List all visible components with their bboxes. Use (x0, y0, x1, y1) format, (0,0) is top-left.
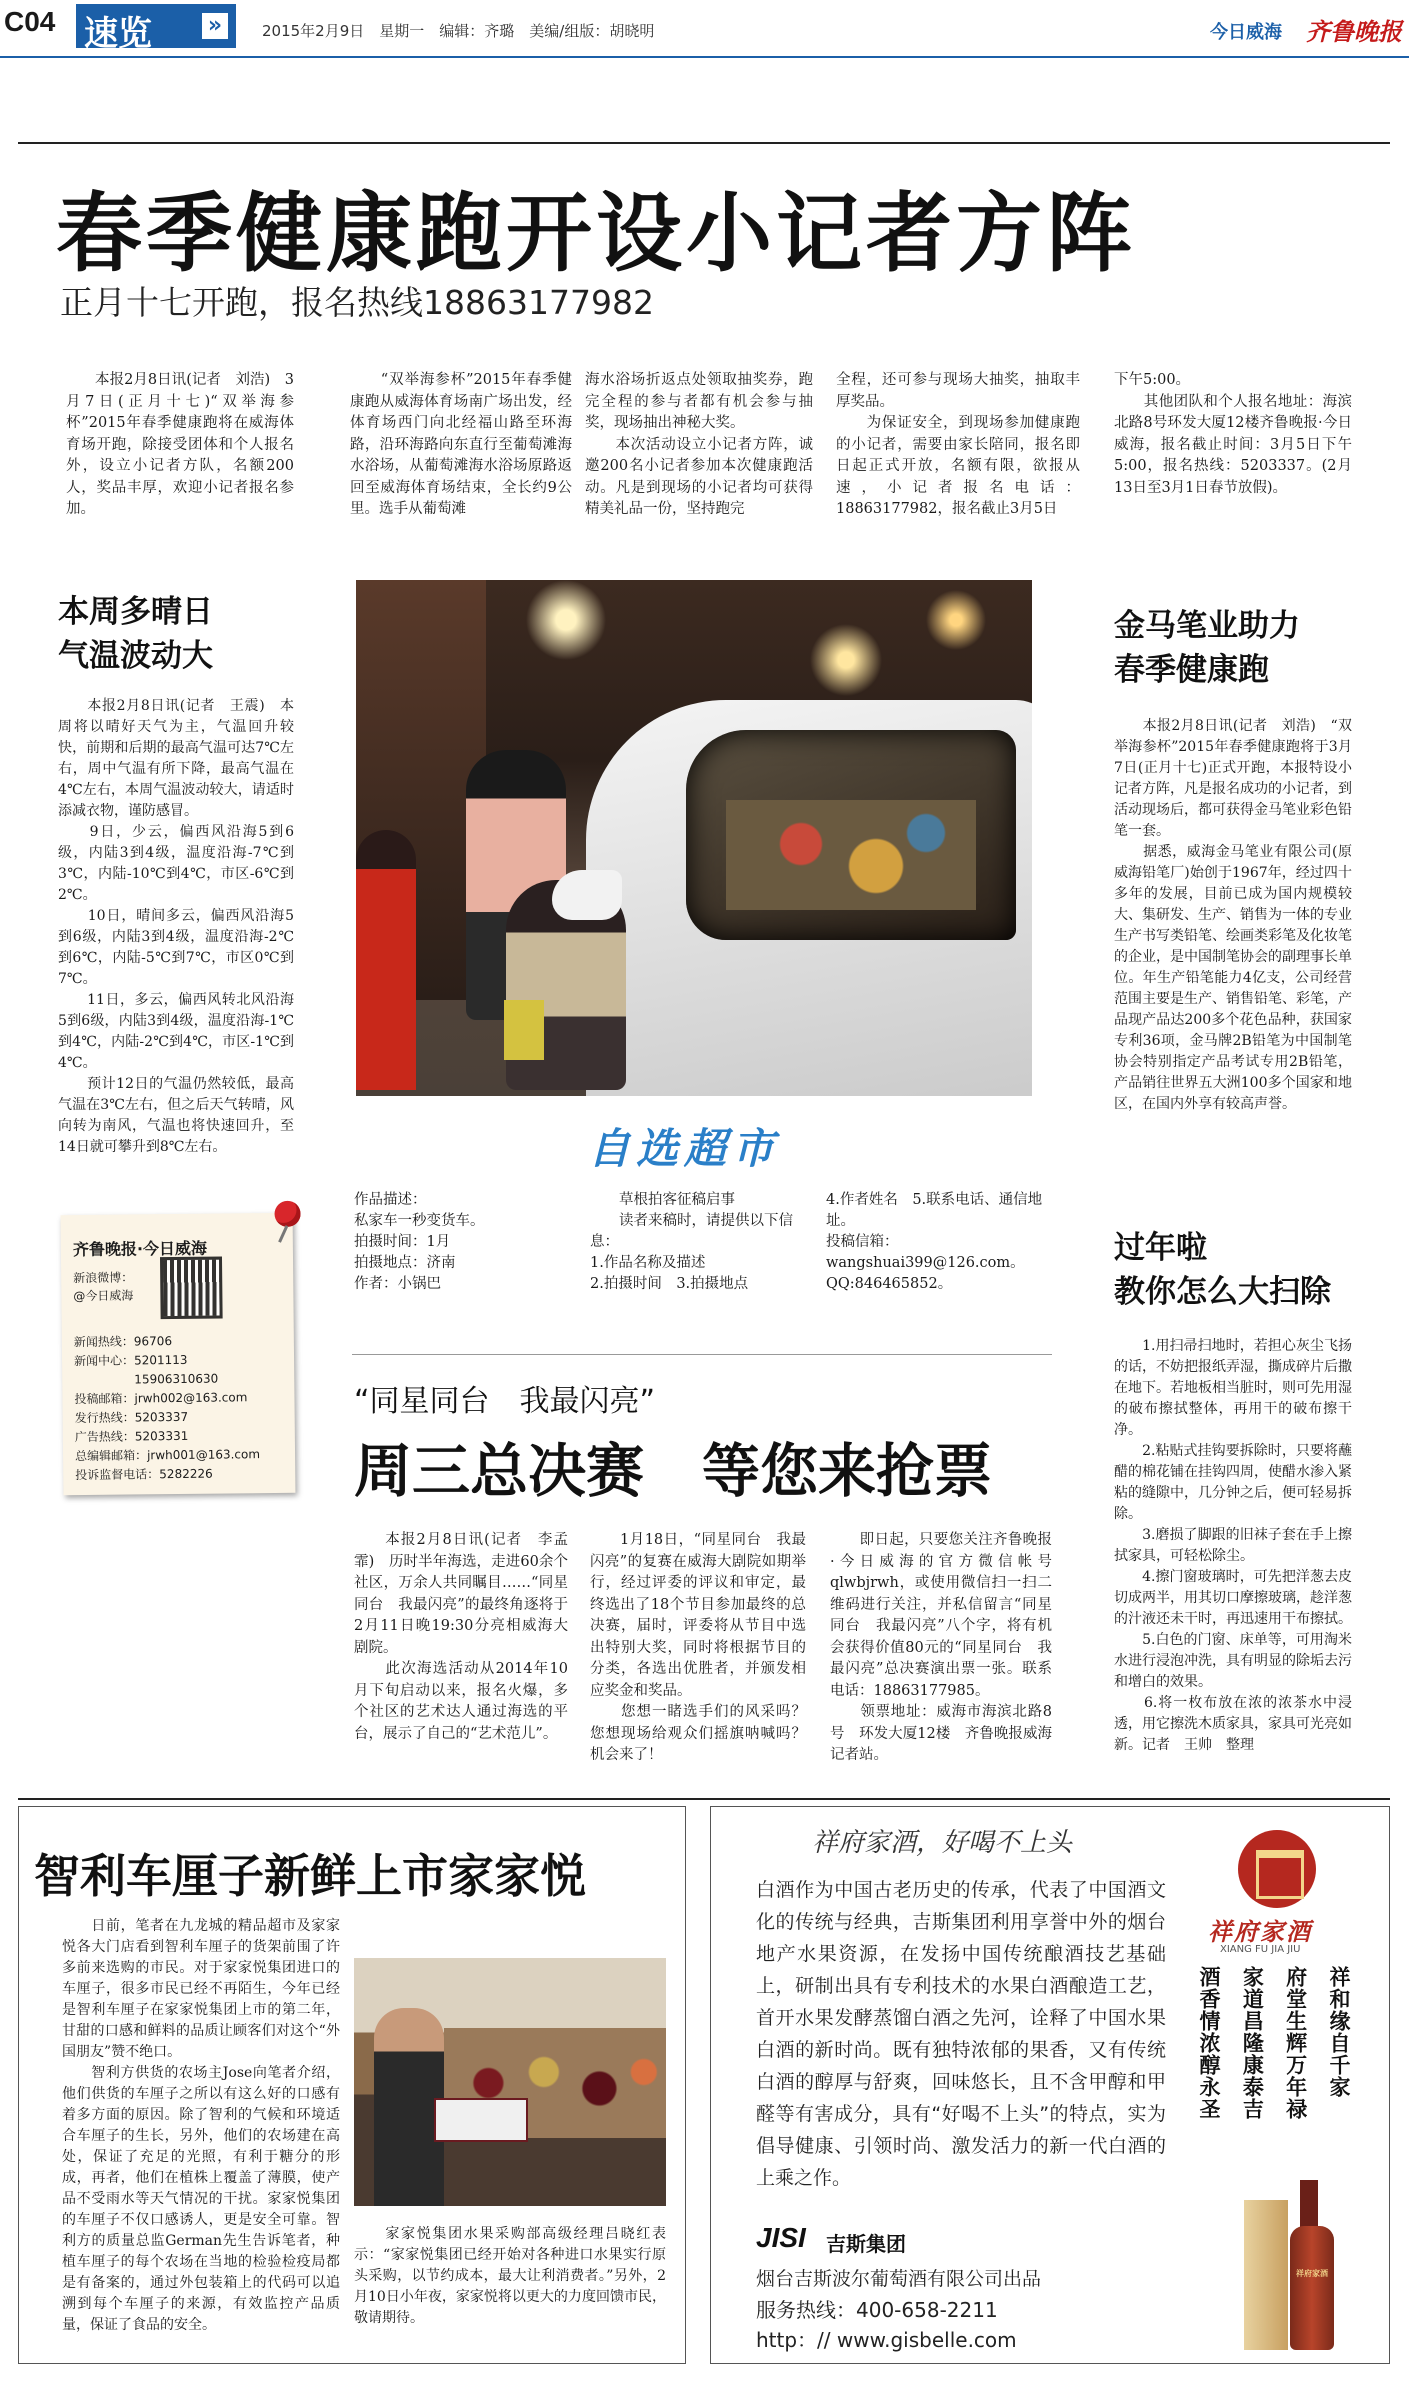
ad-group-name: 吉斯集团 (826, 2232, 906, 2256)
poem-col: 家道昌隆康泰吉 (1240, 1966, 1266, 2120)
main-col-1: 本报2月8日讯(记者 刘浩) 3月7日(正月十七)“双举海参杯”2015年春季健康跑将在威海体育场开跑，除接受团体和个人报名外，设立小记者方队，名额200人，奖品丰厚，欢迎小记者报名参加。 (66, 372, 294, 517)
contest-col-1: 本报2月8日讯(记者 李孟霏) 历时半年海选，走进60余个社区，万余人共同瞩目……“同星同台 我最闪亮”的最终角逐将于2月11日晚19:30分亮相威海大剧院。 此次海选活动从2014年10月下旬启动以来，报名火爆，多个社区的艺术达人通过海选的平台，展示了自己的“艺术范儿”。 (354, 1532, 568, 1742)
header-rule (0, 56, 1409, 58)
pen-headline-line1: 金马笔业助力 (1114, 608, 1300, 644)
main-col-3: 海水浴场折返点处领取抽奖券，跑完全程的参与者都有机会参与抽奖，现场抽出神秘大奖。 本次活动设立小记者方阵，诚邀200名小记者参加本次健康跑活动。凡是到现场的小记者均可获得精美礼品一份，坚持跑完 (585, 372, 813, 517)
section-label: 速览 (84, 14, 152, 54)
contest-col-3: 即日起，只要您关注齐鲁晚报·今日威海的官方微信帐号qlwbjrwh，或使用微信扫一扫二维码进行关注，并私信留言“同星同台 我最闪亮”八个字，将有机会获得价值80元的“同星同台 我最闪亮”总决赛演出票一张。联系电话：18863177985。 领票地址：威海市海滨北路8号 环发大厦12楼 齐鲁晚报威海记者站。 (830, 1532, 1052, 1763)
supermarket-col-3: 4.作者姓名 5.联系电话、通信地址。 投稿信箱：wangshuai399@126.com。 QQ:846465852。 (826, 1192, 1043, 1292)
ad-slogan: 祥府家酒，好喝不上头 (812, 1828, 1073, 1858)
ad-brand-name: 祥府家酒 (1208, 1917, 1312, 1946)
bottle-box (1244, 2200, 1288, 2350)
card-weibo-handle: @今日威海 (73, 1288, 134, 1304)
weather-headline-line1: 本周多晴日 (58, 594, 213, 630)
card-line: 发行热线：5203337 (74, 1409, 189, 1426)
pen-headline-line2: 春季健康跑 (1114, 652, 1269, 688)
ad-poem (1196, 1966, 1352, 2156)
car-window (686, 730, 1016, 940)
chile-headline: 智利车厘子新鲜上市家家悦 (34, 1849, 586, 1903)
page-number: C04 (4, 6, 56, 37)
ad-body: 白酒作为中国古老历史的传承，代表了中国酒文化的传统与经典，吉斯集团利用享誉中外的烟台地产水果资源，在发扬中国传统酿酒技艺基础上，研制出具有专利技术的水果白酒酿造工艺，首开水果发酵蒸馏白酒之先河，诠释了中国水果白酒的新时尚。既有独特浓郁的果香，又有传统白酒的醇厚与舒爽，回味悠长，且不含甲醇和甲醛等有害成分，具有“好喝不上头”的特点，实为倡导健康、引领时尚、激发活力的新一代白酒的上乘之作。 (756, 1879, 1166, 2189)
weather-headline (58, 590, 213, 678)
contest-kicker: “同星同台 我最闪亮” (354, 1384, 656, 1419)
contest-col-2: 1月18日，“同星同台 我最闪亮”的复赛在威海大剧院如期举行，经过评委的评议和审定，最终选出了18个节目参加最终的总决赛，届时，评委将从节目中选出特别大奖，同时将根据节目的分类，各选出优胜者，并颁发相应奖金和奖品。 您想一睹选手们的风采吗？您想现场给观众们摇旗呐喊吗？机会来了！ (590, 1532, 806, 1763)
pushpin-icon (274, 1201, 300, 1227)
cleaning-headline-line2: 教你怎么大扫除 (1114, 1274, 1331, 1310)
poem-col: 祥和缘自千家 (1326, 1966, 1352, 2098)
supermarket-photo (354, 1958, 666, 2206)
main-headline: 春季健康跑开设小记者方阵 (56, 184, 1136, 284)
person-red-coat (356, 830, 416, 1090)
card-line: 15906310630 (74, 1371, 219, 1388)
bottle-label: 祥府家酒 (1296, 2268, 1328, 2278)
contact-card (61, 1213, 296, 1495)
bottle-neck (1300, 2180, 1318, 2230)
ad-company: 烟台吉斯波尔葡萄酒有限公司出品 (756, 2268, 1042, 2290)
car-mirror (552, 870, 622, 920)
card-line: 投稿邮箱：jrwh002@163.com (74, 1390, 248, 1407)
contest-rule (352, 1354, 1052, 1355)
cleaning-body: 1.用扫帚扫地时，若担心灰尘飞扬的话，不妨把报纸弄湿，撕成碎片后撒在地下。若地板相当脏时，则可先用湿的破布擦拭整体，再用干的破布擦干净。 2.粘贴式挂钩要拆除时，只要将蘸醋的棉花铺在挂钩四周，使醋水渗入紧粘的缝隙中，几分钟之后，便可轻易拆除。 3.磨损了脚跟的旧袜子套在手上擦拭家具，可轻松除尘。 4.擦门窗玻璃时，可先把洋葱去皮切成两半，用其切口摩擦玻璃，趁洋葱的汁液还未干时，再迅速用干布擦拭。 5.白色的门窗、床单等，可用淘米水进行浸泡冲洗，具有明显的除垢去污和增白的效果。 6.将一枚布放在浓的浓茶水中浸透，用它擦洗木质家具，家具可光亮如新。记者 王帅 整理 (1114, 1338, 1352, 1753)
ad-brand-pinyin: XIANG FU JIA JIU (1220, 1944, 1301, 1955)
weather-headline-line2: 气温波动大 (58, 638, 213, 674)
chile-body-top: 日前，笔者在九龙城的精品超市及家家悦各大门店看到智利车厘子的货架前围了许多前来选购的市民。对于家家悦集团进口的车厘子，很多市民已经不再陌生，今年已经是智利车厘子在家家悦集团上市的第二年，甘甜的口感和鲜料的品质让顾客们对这个“外国朋友”赞不绝口。 智利方供货的农场主Jose向笔者介绍，他们供货的车厘子之所以有这么好的口感有着多方面的原因。除了智利的气候和环境适合车厘子的生长，另外，他们的农场建在高处，保证了充足的光照，有利于糖分的形成，再者，他们在植株上覆盖了薄膜，使产品不受雨水等天气情况的干扰。家家悦集团的车厘子不仅口感诱人，更是安全可靠。智利方的质量总监German先生告诉笔者，种植车厘子的每个农场在当地的检验检疫局都是有备案的，通过外包装箱上的代码可以追溯到每个车厘子的来源，有效监控产品质量，保证了食品的安全。 (62, 1918, 340, 2333)
card-line: 新闻中心：5201113 (73, 1352, 188, 1369)
date-line: 2015年2月9日 星期一 编辑：齐璐 美编/组版：胡晓明 (262, 22, 655, 40)
pen-headline (1114, 604, 1300, 692)
header-rule-2 (18, 142, 1390, 144)
weather-body: 本报2月8日讯(记者 王震) 本周将以晴好天气为主，气温回升较快，前期和后期的最高气温可达7℃左右，周中气温有所下降，最高气温在4℃左右，本周气温波动较大，请适时添减衣物，谨防感冒。 9日，少云，偏西风沿海5到6级，内陆3到4级，温度沿海-7℃到3℃，内陆-10℃到4℃，市区-6℃到2℃。 10日，晴间多云，偏西风沿海5到6级，内陆3到4级，温度沿海-2℃到6℃，内陆-5℃到7℃，市区0℃到7℃。 11日，多云，偏西风转北风沿海5到6级，内陆3到4级，温度沿海-1℃到4℃，内陆-2℃到4℃，市区-1℃到4℃。 预计12日的气温仍然较低，最高气温在3℃左右，但之后天气转晴，风向转为南风，气温也将快速回升，至14日就可攀升到8℃左右。 (58, 698, 294, 1155)
pen-body: 本报2月8日讯(记者 刘浩) “双举海参杯”2015年春季健康跑将于3月7日(正月十七)正式开跑，本报特设小记者方阵，凡是报名成功的小记者，到活动现场后，都可获得金马笔业彩色铅笔一套。 据悉，威海金马笔业有限公司(原威海铅笔厂)始创于1967年，经过四十多年的发展，目前已成为国内规模较大、集研发、生产、销售为一体的专业生产书写类铅笔、绘画类彩笔及化妆笔的企业，是中国制笔协会的副理事长单位。年生产铅笔能力4亿支，公司经营范围主要是生产、销售铅笔、彩笔，产品现产品达200多个花色品种，获国家专利36项，金马牌2B铅笔为中国制笔协会特别指定产品考试专用2B铅笔，产品销往世界五大洲100多个国家和地区，在国内外享有较高声誉。 (1114, 718, 1352, 1112)
chile-body-bottom: 家家悦集团水果采购部高级经理吕晓红表示：“家家悦集团已经开始对各种进口水果实行原头采购，以节约成本，最大让利消费者。”另外，2月10日小年夜，家家悦将以更大的力度回馈市民，敬请期待。 (354, 2226, 666, 2326)
card-line: 总编辑邮箱：jrwh001@163.com (74, 1447, 261, 1464)
cleaning-headline-line1: 过年啦 (1114, 1230, 1207, 1266)
emblem-gate (1256, 1850, 1304, 1899)
qr-code-icon (163, 1260, 220, 1317)
card-line: 新闻热线：96706 (73, 1334, 173, 1350)
bottle-body (1290, 2226, 1334, 2350)
contest-headline: 周三总决赛 等您来抢票 (354, 1437, 993, 1505)
card-lines (74, 1331, 261, 1485)
supermarket-banner: 自选超市 (588, 1124, 781, 1173)
ad-hotline: 服务热线：400-658-2211 (756, 2298, 998, 2322)
shopping-bag (504, 1000, 544, 1060)
section-tab (76, 4, 236, 54)
cargo-goods (726, 800, 976, 910)
masthead-logo: 齐鲁晚报 (1306, 17, 1402, 46)
main-col-5: 下午5:00。 其他团队和个人报名地址：海滨北路8号环发大厦12楼齐鲁晚报·今日威海，报名截止时间：3月5日下午5:00，报名热线：5203337。(2月13日至3月1日春节放假)。 (1114, 372, 1352, 496)
main-subhead: 正月十七开跑，报名热线18863177982 (60, 283, 654, 322)
edition-label: 今日威海 (1210, 22, 1282, 43)
liquor-bottle-icon (1244, 2180, 1344, 2356)
jisi-logo: JISI (756, 2222, 806, 2253)
card-line: 广告热线：5203331 (74, 1428, 189, 1445)
car-night-photo (356, 580, 1032, 1096)
pushpin-needle (278, 1225, 288, 1243)
bottom-rule (18, 1798, 1390, 1800)
supermarket-col-1: 作品描述： 私家车一秒变货车。 拍摄时间：1月 拍摄地点：济南 作者：小锅巴 (354, 1192, 485, 1292)
poem-col: 府堂生辉万年禄 (1283, 1966, 1309, 2120)
main-col-4: 全程，还可参与现场大抽奖，抽取丰厚奖品。 为保证安全，到现场参加健康跑的小记者，需要由家长陪同，报名即日起正式开放，名额有限，欲报从速，小记者报名电话：18863177982，报名截止3月5日 (836, 372, 1080, 517)
chevron-right-icon: » (202, 13, 228, 39)
cherry-box (434, 2098, 528, 2142)
supermarket-col-2: 草根拍客征稿启事 读者来稿时，请提供以下信息： 1.作品名称及描述 2.拍摄时间 3.拍摄地点 (590, 1192, 793, 1292)
card-line: 投诉监督电话：5282226 (75, 1466, 213, 1483)
card-title: 齐鲁晚报·今日威海 (72, 1238, 208, 1260)
ad-url[interactable]: http：// www.gisbelle.com (756, 2328, 1017, 2352)
card-weibo-label: 新浪微博： (73, 1270, 134, 1286)
brand-emblem-icon (1238, 1830, 1316, 1908)
poem-col: 酒香情浓醇永圣 (1197, 1966, 1222, 2120)
cleaning-headline (1114, 1226, 1331, 1314)
main-col-2: “双举海参杯”2015年春季健康跑从威海体育场南广场出发，经体育场西门向北经福山路至环海路，沿环海路向东直行至葡萄滩海水浴场，从葡萄滩海水浴场原路返回至威海体育场结束，全长约9公里。选手从葡萄滩 (350, 372, 572, 517)
